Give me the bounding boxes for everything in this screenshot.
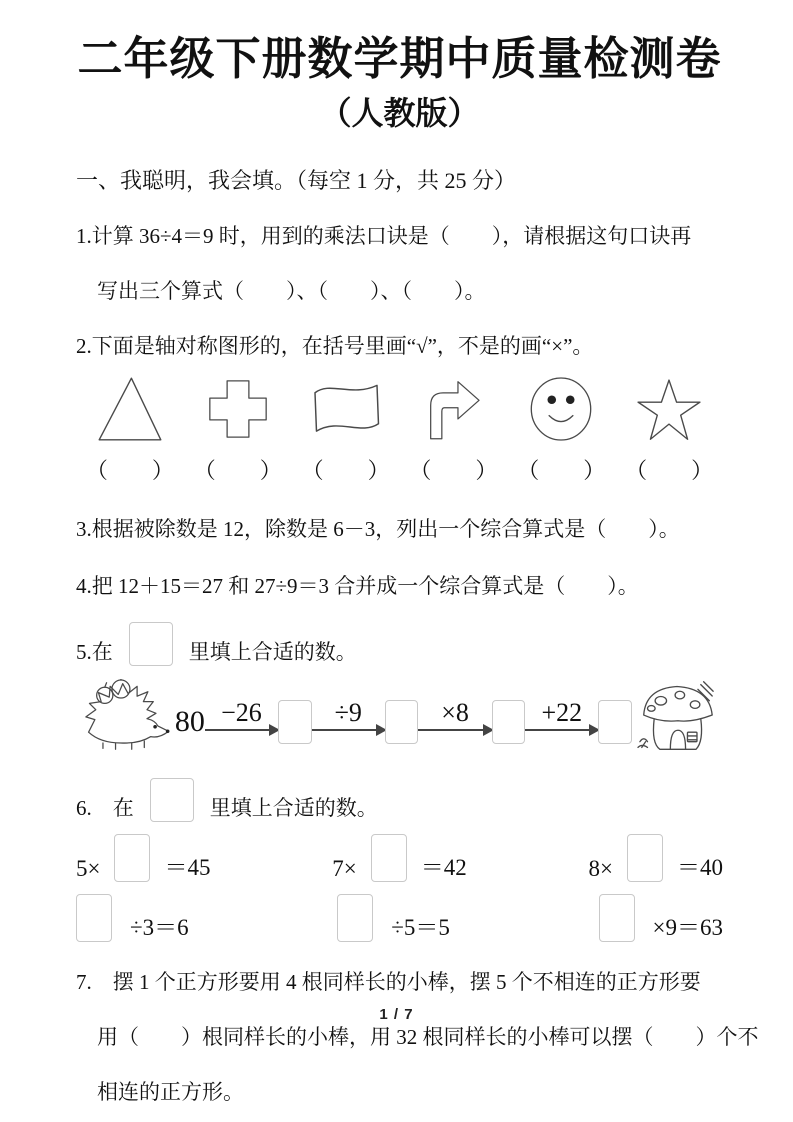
- answer-paren: （ ）: [517, 457, 606, 483]
- right-arrow-icon: [312, 729, 385, 731]
- smiley-face-icon: [528, 376, 594, 442]
- question-5-prefix: 5.在: [76, 639, 113, 664]
- equation: [599, 890, 723, 942]
- flag-icon: [309, 378, 383, 440]
- shape-star: [634, 376, 704, 442]
- shape-cross: [206, 377, 270, 441]
- question-2-text: 2.下面是轴对称图形的，在括号里画“√”，不是的画“×”。: [76, 333, 594, 358]
- page-number: 1 / 7: [379, 1006, 414, 1023]
- equation-suffix: ÷3＝6: [130, 914, 189, 940]
- page-subtitle: （人教版）: [319, 94, 480, 131]
- star-icon: [634, 376, 704, 442]
- equation-suffix: ＝40: [676, 854, 723, 880]
- right-arrow-icon: [205, 729, 278, 731]
- answer-box: [129, 622, 173, 666]
- answer-box: [337, 894, 373, 942]
- answer-box: [371, 834, 407, 882]
- question-3-text: 3.根据被除数是 12，除数是 6－3，列出一个综合算式是（ ）。: [76, 516, 680, 541]
- page-title: 二年级下册数学期中质量检测卷: [77, 34, 722, 84]
- equation-suffix: ＝42: [420, 854, 467, 880]
- answer-paren: （ ）: [85, 457, 174, 483]
- cross-icon: [206, 377, 270, 441]
- right-arrow-icon: [418, 729, 491, 731]
- equation-suffix: ÷5＝5: [391, 914, 450, 940]
- question-5-suffix: 里填上合适的数。: [188, 639, 357, 664]
- turn-right-arrow-icon: [422, 375, 484, 443]
- shape-turn-right-arrow: [422, 375, 484, 443]
- answer-box: [150, 778, 194, 822]
- triangle-icon: [91, 374, 169, 444]
- question-6-text: [76, 774, 723, 822]
- answer-paren-row: [76, 454, 723, 485]
- answer-box: [114, 834, 150, 882]
- answer-box: [599, 894, 635, 942]
- answer-box: [598, 700, 632, 744]
- equation: [337, 890, 450, 942]
- flow-step-label: ÷9: [334, 698, 362, 728]
- shape-triangle: [91, 374, 169, 444]
- answer-paren: （ ）: [193, 457, 282, 483]
- question-4-text: 4.把 12＋15＝27 和 27÷9＝3 合并成一个综合算式是（ ）。: [76, 573, 639, 598]
- answer-box: [627, 834, 663, 882]
- answer-box: [492, 700, 526, 744]
- shape-smiley-face: [528, 376, 594, 442]
- answer-paren: （ ）: [409, 457, 498, 483]
- question-5-text: [76, 618, 723, 666]
- flow-step-4: [525, 700, 598, 731]
- equation-prefix: 8×: [588, 855, 613, 881]
- equation: [332, 830, 466, 882]
- equation-suffix: ×9＝63: [652, 914, 723, 940]
- flow-step-1: [205, 700, 278, 731]
- equation-prefix: 7×: [332, 855, 357, 881]
- equation: [589, 830, 723, 882]
- answer-box: [385, 700, 419, 744]
- right-arrow-icon: [525, 729, 598, 731]
- answer-paren: （ ）: [301, 457, 390, 483]
- flow-step-3: [418, 700, 491, 731]
- equation: [76, 830, 210, 882]
- answer-box: [76, 894, 112, 942]
- question-7-line-2: 用（ ）根同样长的小棒，用 32 根同样长的小棒可以摆（ ）个不: [97, 1024, 759, 1049]
- equation: [76, 890, 189, 942]
- question-6-suffix: 里填上合适的数。: [209, 795, 378, 820]
- number-flow-chart: [76, 676, 723, 756]
- flow-step-2: [312, 700, 385, 731]
- section-heading: 一、我聪明，我会填。（每空 1 分，共 25 分）: [76, 167, 517, 193]
- equation-row-2: [76, 890, 723, 942]
- question-6-prefix: 6. 在: [76, 795, 134, 820]
- flow-step-label: +22: [541, 698, 583, 728]
- flow-step-label: −26: [221, 698, 262, 728]
- answer-box: [278, 700, 312, 744]
- flow-step-label: ×8: [441, 698, 469, 728]
- shape-flag: [309, 378, 383, 440]
- question-7-line-3: 相连的正方形。: [97, 1079, 244, 1104]
- mushroom-house-icon: [632, 677, 723, 755]
- flow-start-value: 80: [174, 704, 205, 738]
- question-1-line-1: 1.计算 36÷4＝9 时，用到的乘法口诀是（ ），请根据这句口诀再: [76, 223, 692, 248]
- question-1-line-2: 写出三个算式（ ）、（ ）、（ ）。: [97, 278, 486, 303]
- answer-paren: （ ）: [625, 457, 714, 483]
- equation-suffix: ＝45: [164, 854, 211, 880]
- hedgehog-icon: [76, 679, 175, 753]
- equation-prefix: 5×: [76, 855, 101, 881]
- question-7-line-1: 7. 摆 1 个正方形要用 4 根同样长的小棒，摆 5 个不相连的正方形要: [76, 969, 701, 994]
- symmetry-shapes-row: [76, 372, 723, 446]
- equation-row-1: [76, 830, 723, 882]
